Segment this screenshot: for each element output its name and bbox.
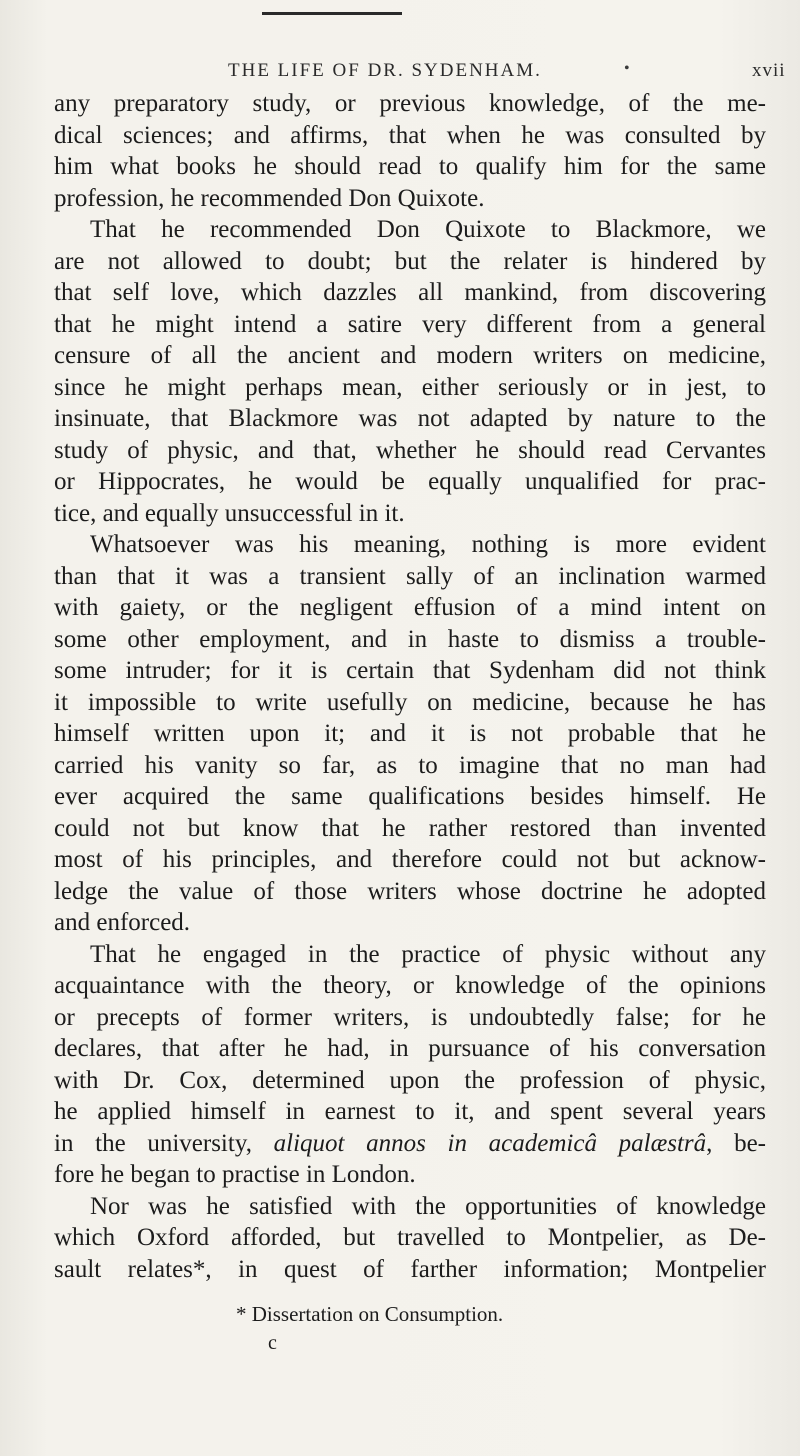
text-line: That he engaged in the practice of physic without any	[90, 940, 766, 968]
text-line: Nor was he satisfied with the opportunities of knowledge	[90, 1192, 766, 1220]
text-line: ever acquired the same qualifications besides himself. He	[54, 783, 766, 810]
text-line: sault relates*, in quest of farther information; Montpelier	[54, 1255, 766, 1283]
text-line: himself written upon it; and it is not probable that he	[54, 720, 766, 747]
footnote-text: * Dissertation on Consumption.	[236, 1302, 504, 1326]
text-line: That he recommended Don Quixote to Blackmore, we	[90, 216, 766, 243]
latin-phrase: aliquot annos in academicâ palæstrâ	[273, 1129, 707, 1157]
text-line: Whatsoever was his meaning, nothing is more evident	[90, 531, 766, 558]
top-rule	[262, 12, 402, 15]
text-line: since he might perhaps mean, either seriously or in jest, to	[54, 373, 766, 401]
text-line: it impossible to write usefully on medicine, because he has	[54, 688, 766, 716]
text-line: tice, and equally unsuccessful in it.	[54, 499, 405, 527]
running-head-mark: •	[624, 60, 630, 77]
text-line: and enforced.	[54, 909, 191, 936]
text-line: with Dr. Cox, determined upon the profession of physic,	[54, 1066, 766, 1094]
signature-mark: c	[268, 1332, 277, 1354]
text-line: insinuate, that Blackmore was not adapted by nature to the	[54, 405, 766, 432]
text-line: some other employment, and in haste to dismiss a trouble-	[54, 625, 766, 653]
text-line: that he might intend a satire very different from a general	[54, 310, 766, 338]
text-line: profession, he recommended Don Quixote.	[54, 184, 485, 212]
text-line: declares, that after he had, in pursuance of his conversation	[54, 1035, 766, 1062]
text-line: study of physic, and that, whether he should read Cervantes	[54, 436, 766, 464]
running-head	[0, 60, 800, 86]
text-line: he applied himself in earnest to it, and spent several years	[54, 1098, 766, 1125]
text-line: could not but know that he rather restored than invented	[54, 814, 766, 842]
text-line: censure of all the ancient and modern writers on medicine,	[54, 342, 766, 369]
text-line: than that it was a transient sally of an inclination warmed	[54, 562, 766, 590]
text-line: fore he began to practise in London.	[54, 1161, 416, 1188]
text-line: or Hippocrates, he would be equally unqualified for prac-	[54, 468, 766, 495]
text-line: in the university, aliquot annos in academicâ palæstrâ, be-	[54, 1129, 766, 1157]
text-line: ledge the value of those writers whose doctrine he adopted	[54, 877, 766, 905]
text-line: carried his vanity so far, as to imagine that no man had	[54, 751, 766, 779]
running-title: THE LIFE OF DR. SYDENHAM.	[228, 60, 542, 81]
text-line: are not allowed to doubt; but the relater is hindered by	[54, 247, 766, 275]
text-line: with gaiety, or the negligent effusion of a mind intent on	[54, 594, 766, 621]
text-line: dical sciences; and affirms, that when he was consulted by	[54, 121, 766, 149]
text-line: most of his principles, and therefore could not but acknow-	[54, 846, 766, 873]
text-line: some intruder; for it is certain that Sydenham did not think	[54, 657, 766, 684]
page-number: xvii	[752, 60, 786, 81]
text-line: any preparatory study, or previous knowledge, of the me-	[54, 90, 766, 117]
text-line: acquaintance with the theory, or knowledge of the opinions	[54, 972, 766, 999]
body-text	[54, 88, 766, 1285]
text-line: or precepts of former writers, is undoubtedly false; for he	[54, 1003, 766, 1031]
text-line: him what books he should read to qualify him for the same	[54, 153, 766, 180]
text-line: that self love, which dazzles all mankind, from discovering	[54, 279, 766, 306]
text-line: which Oxford afforded, but travelled to Montpelier, as De-	[54, 1224, 766, 1251]
